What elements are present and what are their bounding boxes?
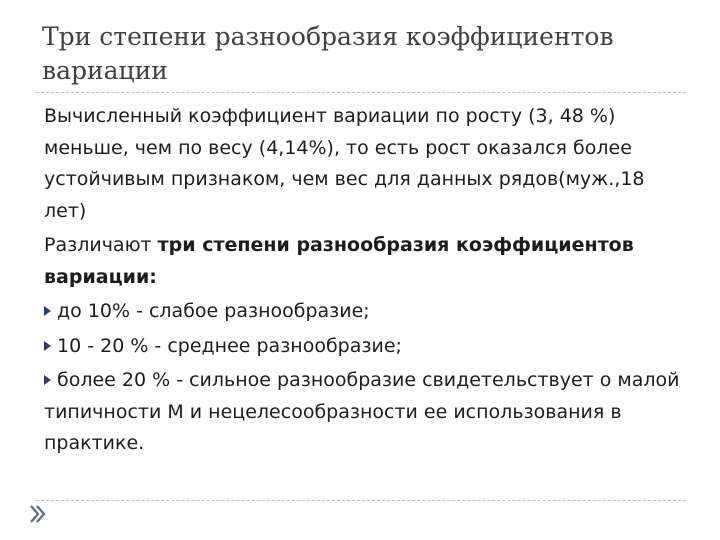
slide-body xyxy=(44,101,684,463)
degrees-intro-bold: три степени разнообразия коэффициентов вариации: xyxy=(44,234,634,288)
bullet-item-strong xyxy=(44,365,684,460)
title-divider xyxy=(36,92,686,93)
triangle-right-icon xyxy=(44,341,51,351)
triangle-right-icon xyxy=(44,306,51,316)
bullet-text: до 10% - слабое разнообразие; xyxy=(57,300,370,322)
bullet-item-weak xyxy=(44,296,684,328)
bullet-text: 10 - 20 % - среднее разнообразие; xyxy=(57,334,402,357)
degrees-intro-text: Различают xyxy=(44,234,158,256)
slide-title: Три степени разнообразия коэффициентов вариации xyxy=(42,22,614,85)
bullet-text: более 20 % - сильное разнообразие свидетельствует о малой типичности М и нецелесообразности ее использования в практике. xyxy=(44,369,680,454)
paragraph-coefficient-comparison: Вычисленный коэффициент вариации по росту (3, 48 %) меньше, чем по весу (4,14%), то есть рост оказался более устойчивым признаком, чем вес для данных рядов(муж.,18 лет) xyxy=(44,105,645,222)
paragraph-degrees-intro xyxy=(44,230,684,293)
triangle-right-icon xyxy=(44,375,51,385)
bullet-item-medium xyxy=(44,331,684,363)
footer-divider xyxy=(36,500,686,501)
double-chevron-right-icon xyxy=(30,505,46,523)
